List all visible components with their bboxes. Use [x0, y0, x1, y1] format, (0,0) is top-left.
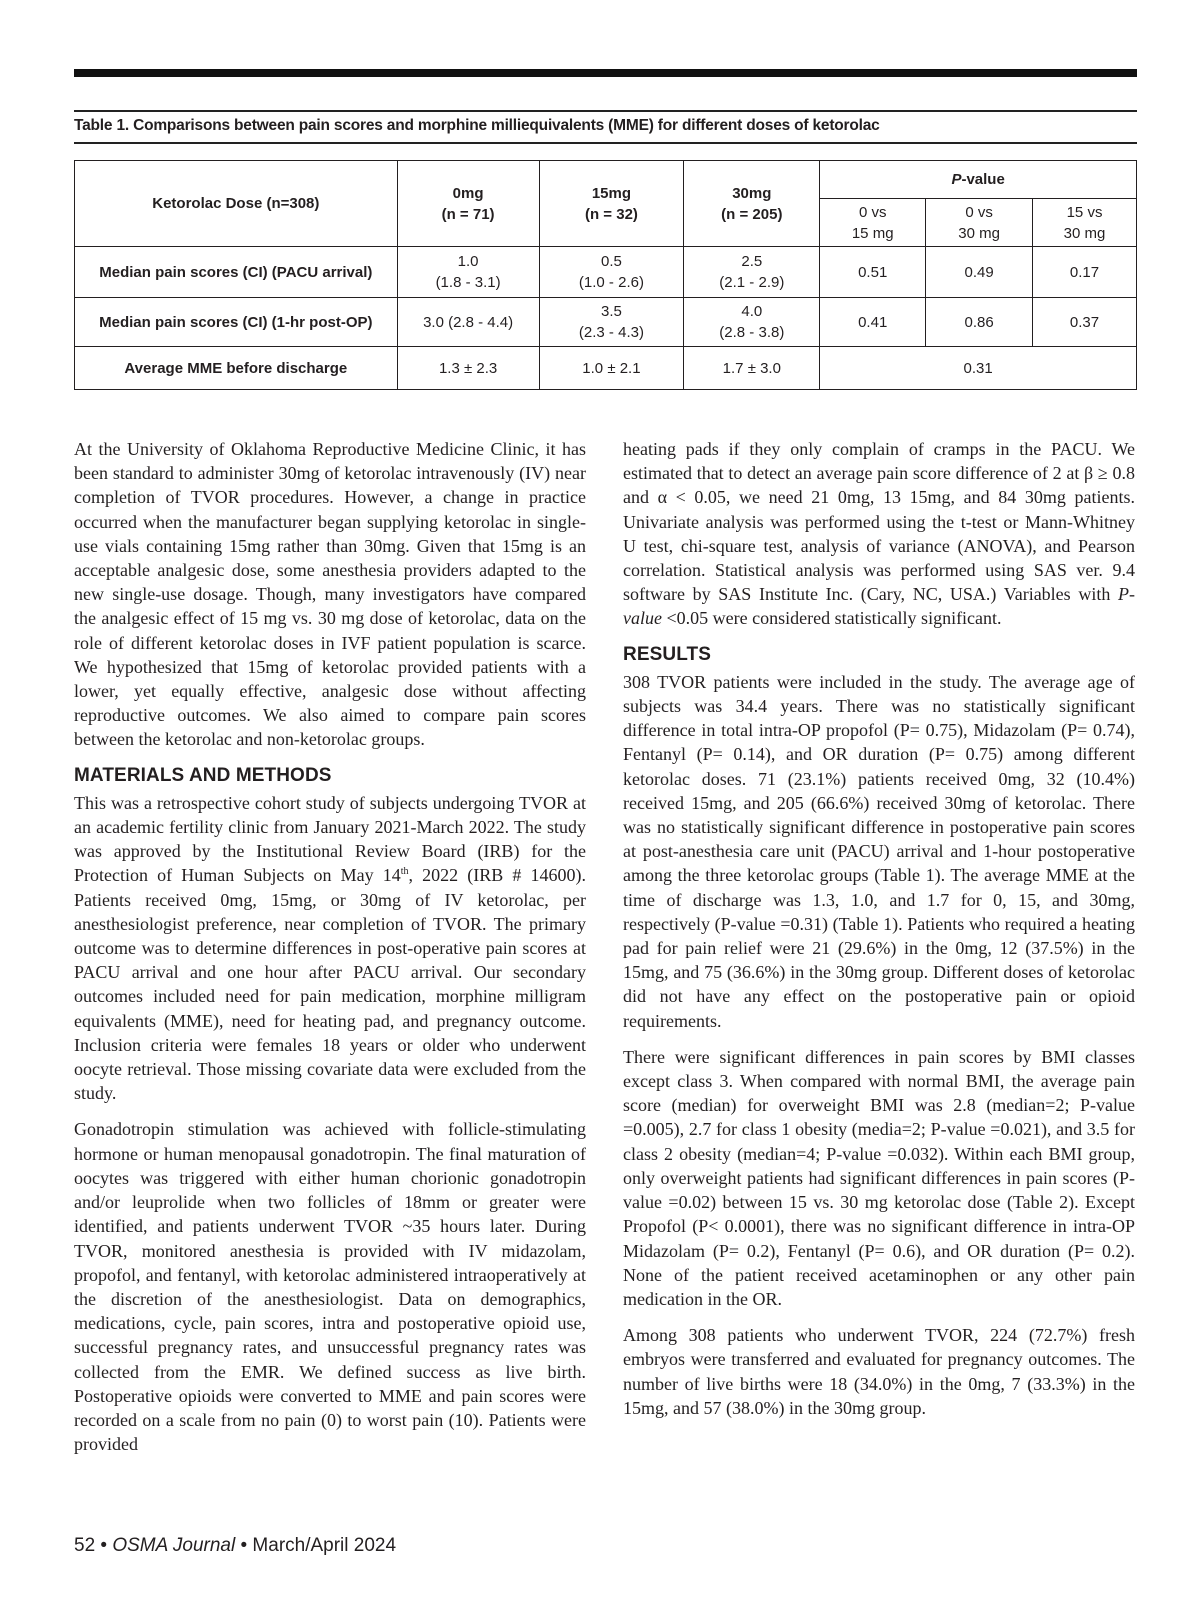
- cell-p1: 0.41: [820, 298, 926, 347]
- page-number: 52: [74, 1535, 96, 1556]
- pvalue-p: P: [951, 171, 962, 188]
- results-paragraph-1: 308 TVOR patients were included in the study. The average age of subjects was 34.4 years. There was no statistically significant difference in total intra-OP propofol (P= 0.75), Midazolam (P= 0.74), Fentanyl (P= 0.14), and OR duration (P= 0.75) among different ketorolac doses. 71 (23.1%) patients received 0mg, 32 (10.4%) received 15mg, and 205 (66.6%) received 30mg of ketorolac. There was no statistically significant difference in postoperative pain scores at post-anesthesia care unit (PACU) arrival and 1-hour postoperative among the three ketorolac groups (Table 1). The average MME at the time of discharge was 1.3, 1.0, and 1.7 for 0, 15, and 30mg, respectively (P-value =0.31) (Table 1). Patients who required a heating pad for pain relief were 21 (29.6%) in the 0mg, 12 (37.5%) in the 15mg, and 75 (36.6%) in the 30mg group. Different doses of ketorolac did not have any effect on the postoperative pain or opioid requirements.: [623, 671, 1135, 1031]
- cell-value: 4.0: [741, 303, 763, 320]
- row-label: Median pain scores (CI) (PACU arrival): [75, 247, 398, 298]
- methods-text: This was a retrospective cohort study of subjects undergoing TVOR at an academic fertility clinic from January 2021-March 2022. The study was approved by the Institutional Review Board (IRB) for the Protection of Human Subjects on May 14: [74, 792, 586, 886]
- comparison-top: 0 vs: [965, 203, 993, 221]
- cell-ci: (1.8 - 3.1): [435, 274, 501, 291]
- right-column: [623, 437, 1135, 1432]
- cell-value: 3.5: [601, 303, 622, 320]
- methods-paragraph-2: Gonadotropin stimulation was achieved with follicle-stimulating hormone or human menopausal gonadotropin. The final maturation of oocytes was triggered with either human chorionic gonadotropin and/or leuprolide when two follicles of 18mm or greater were identified, and patients underwent TVOR ~35 hours later. During TVOR, monitored anesthesia is provided with IV midazolam, propofol, and fentanyl, with ketorolac administered intraoperatively at the discretion of the anesthesiologist. Data on demographics, medications, cycle, pain scores, intra and postoperative opioid use, successful pregnancy rates, and unsuccessful pregnancy rates was collected from the EMR. We defined success as live birth. Postoperative opioids were converted to MME and pain scores were recorded on a scale from no pain (0) to worst pain (10). Patients were provided: [74, 1119, 586, 1455]
- table-row: [75, 247, 1137, 298]
- table-caption-block: [74, 110, 1137, 144]
- cell-p3: 0.17: [1033, 247, 1137, 298]
- comparison-0-15: [820, 199, 926, 247]
- row-label: Average MME before discharge: [75, 347, 398, 390]
- cell-30mg: [684, 298, 820, 347]
- cell-p2: 0.86: [926, 298, 1033, 347]
- left-column: [74, 437, 586, 1468]
- methods-text: heating pads if they only complain of cramps in the PACU. We estimated that to detect an average pain score difference of 2 at β ≥ 0.8 and α < 0.05, we need 21 0mg, 13 15mg, and 84 30mg patients. Univariate analysis was performed using the t-test or Mann-Whitney U test, chi-square test, analysis of variance (ANOVA), and Pearson correlation. Statistical analysis was performed using SAS ver. 9.4 software by SAS Institute Inc. (Cary, NC, USA.) Variables with: [623, 439, 1135, 605]
- page-footer: [74, 1535, 396, 1557]
- issue-date: March/April 2024: [252, 1535, 397, 1556]
- group-dose: 0mg: [452, 184, 484, 202]
- methods-text: , 2022 (IRB # 14600). Patients received 0mg, 15mg, or 30mg of IV ketorolac, per anesthesiologist preference, near completion of TVOR. The primary outcome was to determine differences in post-operative pain scores at PACU arrival and one hour after PACU arrival. Our secondary outcomes included need for pain medication, morphine milligram equivalents (MME), need for heating pad, and pregnancy outcome. Inclusion criteria were females 18 years or older who underwent oocyte retrieval. Those missing covariate data were excluded from the study.: [74, 865, 586, 1104]
- pvalue-header: [820, 161, 1137, 199]
- comparison-bottom: 15 mg: [851, 224, 894, 242]
- cell-30mg: [684, 247, 820, 298]
- cell-15mg: [539, 298, 684, 347]
- group-dose: 15mg: [591, 184, 632, 202]
- comparison-15-30: [1033, 199, 1137, 247]
- pvalue-italic: P-value: [623, 584, 1135, 629]
- results-paragraph-3: Among 308 patients who underwent TVOR, 224 (72.7%) fresh embryos were transferred and evaluated for pregnancy outcomes. The number of live births were 18 (34.0%) in the 0mg, 7 (33.3%) in the 15mg, and 57 (38.0%) in the 30mg group.: [623, 1325, 1135, 1418]
- cell-p1: 0.51: [820, 247, 926, 298]
- cell-p2: 0.49: [926, 247, 1033, 298]
- cell-value: 1.0: [457, 253, 479, 270]
- pvalue-rest: -value: [961, 171, 1005, 188]
- results-paragraph-2: There were significant differences in pain scores by BMI classes except class 3. When compared with normal BMI, the average pain score (median) for overweight BMI was 2.8 (median=2; P-value =0.005), 2.7 for class 1 obesity (media=2; P-value =0.021), and 3.5 for class 2 obesity (median=4; P-value =0.032). Within each BMI group, only overweight patients had significant differences in pain scores (P-value =0.02) between 15 vs. 30 mg ketorolac dose (Table 2). Except Propofol (P< 0.0001), there was no significant difference in intra-OP Midazolam (P= 0.2), Fentanyl (P= 0.6), and OR duration (P= 0.2). None of the patient received acetaminophen or any other pain medication in the OR.: [623, 1046, 1135, 1309]
- cell-15mg: 1.0 ± 2.1: [539, 347, 684, 390]
- comparison-top: 0 vs: [858, 203, 887, 221]
- footer-separator: •: [100, 1535, 108, 1556]
- cell-0mg: [397, 247, 539, 298]
- cell-p3: 0.37: [1033, 298, 1137, 347]
- cell-pvalue: 0.31: [820, 347, 1137, 390]
- cell-ci: (2.3 - 4.3): [578, 324, 644, 341]
- results-heading: RESULTS: [623, 643, 711, 665]
- journal-name: OSMA Journal: [112, 1535, 236, 1556]
- cell-15mg: [539, 247, 684, 298]
- cell-0mg: 1.3 ± 2.3: [397, 347, 539, 390]
- methods-paragraph-1: [74, 791, 586, 1106]
- group-n: (n = 71): [441, 205, 495, 223]
- comparison-0-30: [926, 199, 1033, 247]
- superscript: th: [400, 866, 409, 878]
- cell-value: 2.5: [741, 253, 763, 270]
- group-header-30mg: [684, 161, 820, 247]
- methods-text: <0.05 were considered statistically significant.: [661, 608, 1002, 629]
- cell-0mg: 3.0 (2.8 - 4.4): [397, 298, 539, 347]
- cell-ci: (1.0 - 2.6): [578, 274, 644, 291]
- table-row: [75, 298, 1137, 347]
- table-1: [74, 160, 1137, 390]
- table-caption: Table 1. Comparisons between pain scores and morphine milliequivalents (MME) for different doses of ketorolac: [74, 117, 880, 134]
- cell-30mg: 1.7 ± 3.0: [684, 347, 820, 390]
- group-header-15mg: [539, 161, 684, 247]
- group-n: (n = 32): [584, 205, 638, 223]
- table-header-row: [75, 161, 1137, 199]
- methods-heading: MATERIALS AND METHODS: [74, 764, 332, 786]
- group-header-0mg: [397, 161, 539, 247]
- cell-ci: (2.8 - 3.8): [719, 324, 785, 341]
- methods-continuation: [623, 437, 1135, 631]
- top-rule: [74, 69, 1137, 77]
- footer-separator: •: [240, 1535, 248, 1556]
- dose-header: Ketorolac Dose (n=308): [75, 161, 398, 247]
- table-row: [75, 347, 1137, 390]
- cell-ci: (2.1 - 2.9): [719, 274, 785, 291]
- comparison-bottom: 30 mg: [1063, 224, 1106, 242]
- group-n: (n = 205): [721, 205, 783, 223]
- comparison-top: 15 vs: [1066, 203, 1103, 221]
- comparison-bottom: 30 mg: [958, 224, 1000, 242]
- cell-value: 0.5: [601, 253, 622, 270]
- group-dose: 30mg: [732, 184, 772, 202]
- intro-paragraph: At the University of Oklahoma Reproductive Medicine Clinic, it has been standard to administer 30mg of ketorolac intravenously (IV) near completion of TVOR procedures. However, a change in practice occurred when the manufacturer began supplying ketorolac in single-use vials containing 15mg rather than 30mg. Given that 15mg is an acceptable analgesic dose, some anesthesia providers adapted to the new single-use dosage. Though, many investigators have compared the analgesic effect of 15 mg vs. 30 mg dose of ketorolac, data on the role of different ketorolac doses in IVF patient population is scarce. We hypothesized that 15mg of ketorolac provided patients with a lower, yet equally effective, analgesic dose without affecting reproductive outcomes. We also aimed to compare pain scores between the ketorolac and non-ketorolac groups.: [74, 439, 586, 750]
- row-label: Median pain scores (CI) (1-hr post-OP): [75, 298, 398, 347]
